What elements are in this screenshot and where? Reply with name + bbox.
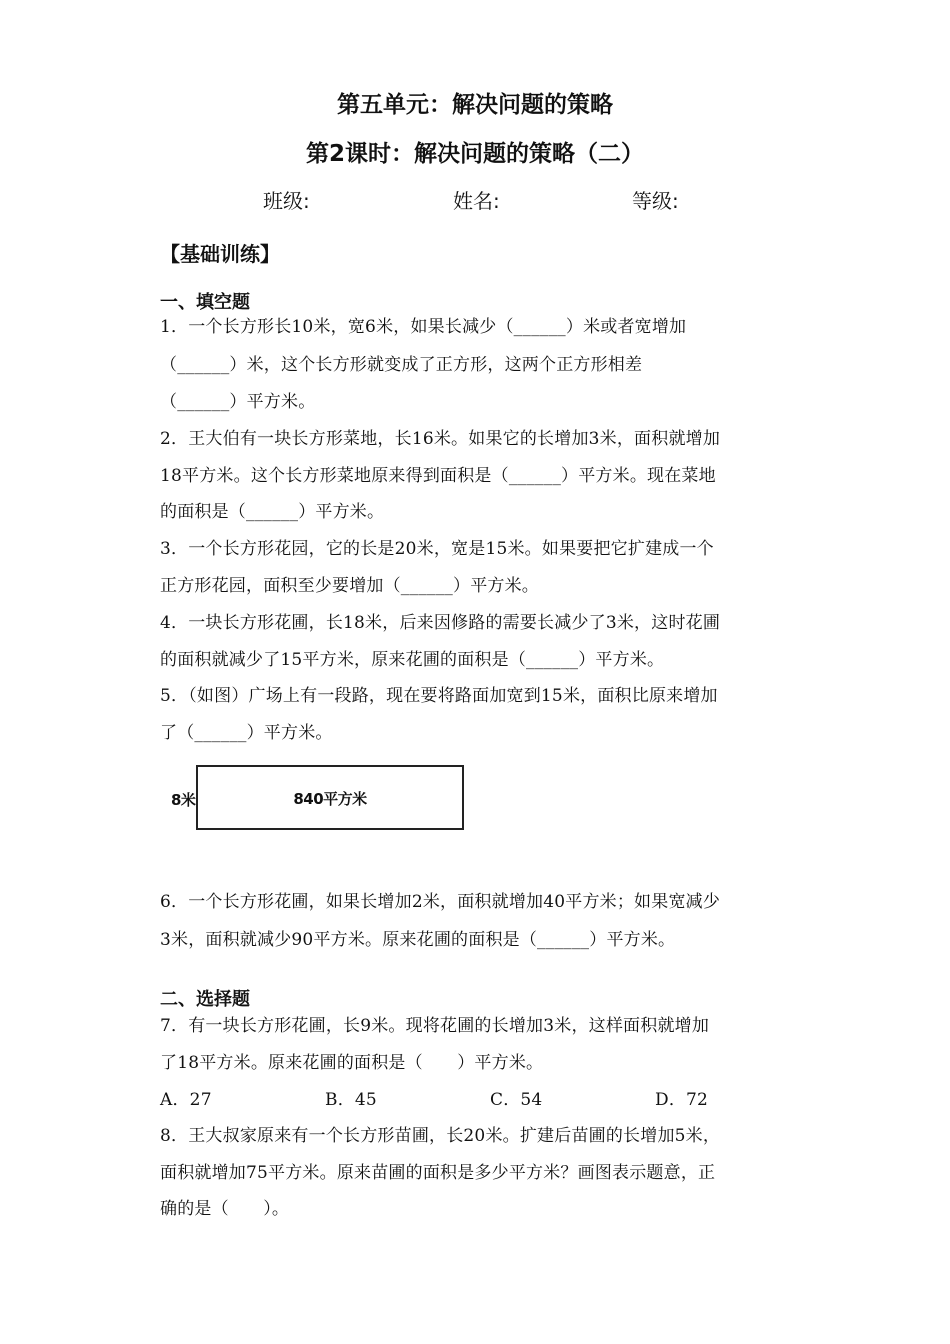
question-4-line-1: 4．一块长方形花圃，长18米，后来因修路的需要长减少了3米，这时花圃 xyxy=(160,613,721,633)
grade-label: 等级: xyxy=(632,189,679,213)
section-fill-in: 一、填空题 xyxy=(160,292,250,313)
question-5-line-2: 了（______）平方米。 xyxy=(160,723,333,743)
question-5-line-1: 5．（如图）广场上有一段路，现在要将路面加宽到15米，面积比原来增加 xyxy=(160,686,718,706)
question-7-line-2: 了18平方米。原来花圃的面积是（ ）平方米。 xyxy=(160,1053,544,1073)
section-multiple-choice: 二、选择题 xyxy=(160,989,250,1010)
question-3-line-2: 正方形花园，面积至少要增加（______）平方米。 xyxy=(160,576,539,596)
question-6-line-2: 3米，面积就减少90平方米。原来花圃的面积是（______）平方米。 xyxy=(160,930,676,950)
question-4-line-2: 的面积就减少了15平方米，原来花圃的面积是（______）平方米。 xyxy=(160,650,665,670)
question-1-line-1: 1．一个长方形长10米，宽6米，如果长减少（______）米或者宽增加 xyxy=(160,317,687,337)
question-8-line-1: 8．王大叔家原来有一个长方形苗圃，长20米。扩建后苗圃的长增加5米， xyxy=(160,1126,721,1146)
question-7-option-a[interactable]: A．27 xyxy=(160,1090,212,1110)
question-3-line-1: 3．一个长方形花园，它的长是20米，宽是15米。如果要把它扩建成一个 xyxy=(160,539,714,559)
question-7-option-c[interactable]: C．54 xyxy=(490,1090,543,1110)
question-7-option-d[interactable]: D．72 xyxy=(655,1090,709,1110)
question-8-line-2: 面积就增加75平方米。原来苗圃的面积是多少平方米？画图表示题意，正 xyxy=(160,1163,716,1183)
question-2-line-1: 2．王大伯有一块长方形菜地，长16米。如果它的长增加3米，面积就增加 xyxy=(160,429,721,449)
question-1-line-2: （______）米，这个长方形就变成了正方形，这两个正方形相差 xyxy=(160,355,643,375)
road-rectangle-figure xyxy=(196,765,464,830)
question-8-line-3: 确的是（ ）。 xyxy=(160,1199,290,1219)
training-header: 【基础训练】 xyxy=(160,242,280,266)
figure-width-label: 8米 xyxy=(171,791,196,809)
lesson-subtitle: 第2课时：解决问题的策略（二） xyxy=(305,141,644,167)
class-label: 班级: xyxy=(263,189,310,213)
question-1-line-3: （______）平方米。 xyxy=(160,392,316,412)
question-6-line-1: 6．一个长方形花圃，如果长增加2米，面积就增加40平方米；如果宽减少 xyxy=(160,892,721,912)
question-7-option-b[interactable]: B．45 xyxy=(325,1090,377,1110)
name-label: 姓名: xyxy=(453,189,500,213)
figure-area-label: 840平方米 xyxy=(293,790,367,808)
question-7-line-1: 7．有一块长方形花圃，长9米。现将花圃的长增加3米，这样面积就增加 xyxy=(160,1016,710,1036)
question-2-line-3: 的面积是（______）平方米。 xyxy=(160,502,385,522)
page-title: 第五单元：解决问题的策略 xyxy=(337,92,613,118)
question-2-line-2: 18平方米。这个长方形菜地原来得到面积是（______）平方米。现在菜地 xyxy=(160,466,716,486)
